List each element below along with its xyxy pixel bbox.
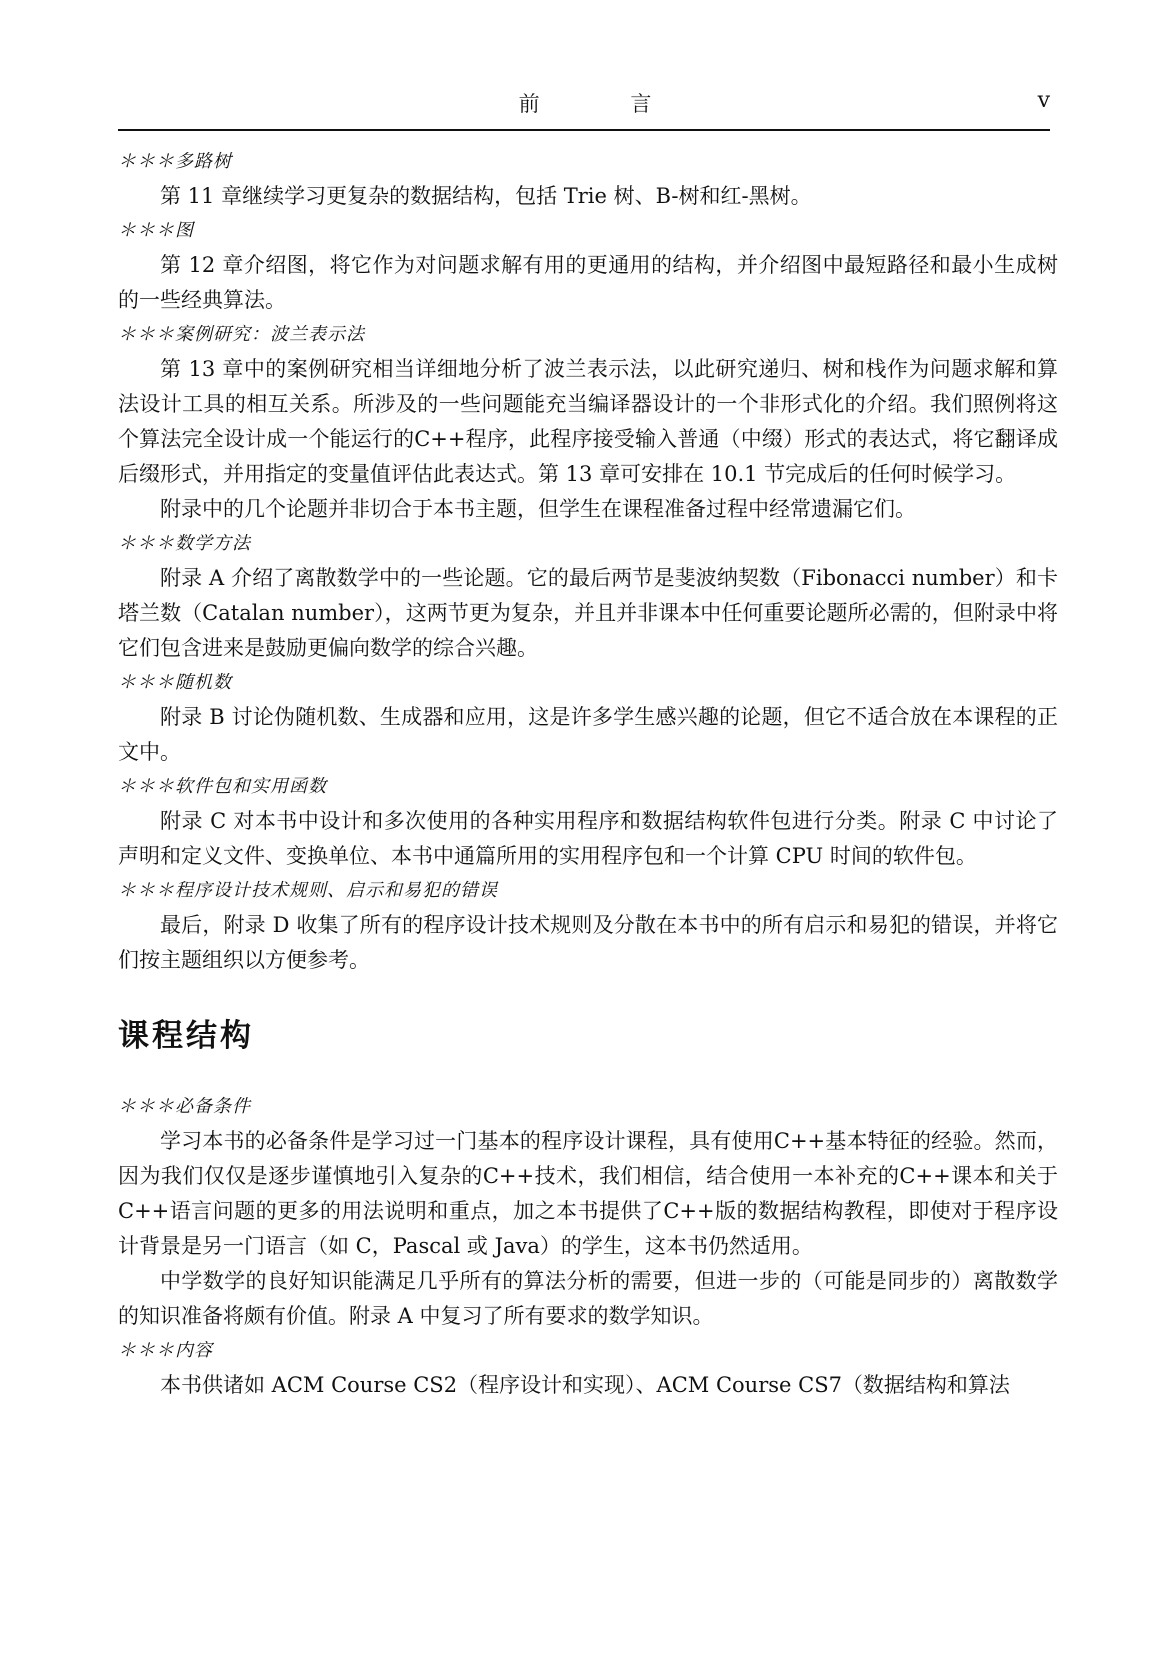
body-paragraph: 中学数学的良好知识能满足几乎所有的算法分析的需要，但进一步的（可能是同步的）离散数学的知识准备将颇有价值。附录 A 中复习了所有要求的数学知识。: [118, 1269, 1058, 1328]
page-number: v: [1037, 88, 1050, 113]
topic-subheading: ＊＊＊软件包和实用函数: [118, 776, 327, 797]
topic-subheading: ＊＊＊内容: [118, 1340, 213, 1361]
topic-subheading: ＊＊＊必备条件: [118, 1096, 251, 1117]
preface-part-descriptions: [118, 145, 1058, 978]
body-paragraph: 第 13 章中的案例研究相当详细地分析了波兰表示法，以此研究递归、树和栈作为问题求解和算法设计工具的相互关系。所涉及的一些问题能充当编译器设计的一个非形式化的介绍。我们照例将这个算法完全设计成一个能运行的C++程序，此程序接受输入普通（中缀）形式的表达式，将它翻译成后缀形式，并用指定的变量值评估此表达式。第 13 章可安排在 10.1 节完成后的任何时候学习。: [118, 357, 1058, 486]
running-head-title: 前 言: [518, 92, 694, 116]
body-paragraph: 附录 B 讨论伪随机数、生成器和应用，这是许多学生感兴趣的论题，但它不适合放在本课程的正文中。: [118, 705, 1058, 764]
course-structure-section: [118, 1090, 1058, 1403]
body-paragraph: 最后，附录 D 收集了所有的程序设计技术规则及分散在本书中的所有启示和易犯的错误，并将它们按主题组织以方便参考。: [118, 913, 1058, 972]
topic-subheading: ＊＊＊图: [118, 220, 194, 241]
topic-subheading: ＊＊＊多路树: [118, 151, 232, 172]
body-paragraph: 附录 C 对本书中设计和多次使用的各种实用程序和数据结构软件包进行分类。附录 C 中讨论了声明和定义文件、变换单位、本书中通篇所用的实用程序包和一个计算 CPU 时间的软件包。: [118, 809, 1058, 868]
body-paragraph: 第 12 章介绍图，将它作为对问题求解有用的更通用的结构，并介绍图中最短路径和最小生成树的一些经典算法。: [118, 253, 1058, 312]
body-paragraph: 附录 A 介绍了离散数学中的一些论题。它的最后两节是斐波纳契数（Fibonacci number）和卡塔兰数（Catalan number），这两节更为复杂，并且并非课本中任何重要论题所必需的，但附录中将它们包含进来是鼓励更偏向数学的综合兴趣。: [118, 566, 1058, 660]
body-paragraph: 本书供诸如 ACM Course CS2（程序设计和实现）、ACM Course CS7（数据结构和算法: [160, 1373, 1010, 1397]
header-rule: [118, 129, 1050, 131]
topic-subheading: ＊＊＊随机数: [118, 672, 232, 693]
topic-subheading: ＊＊＊数学方法: [118, 533, 251, 554]
section-title: 课程结构: [118, 1018, 254, 1054]
topic-subheading: ＊＊＊案例研究：波兰表示法: [118, 324, 365, 345]
body-paragraph: 附录中的几个论题并非切合于本书主题，但学生在课程准备过程中经常遗漏它们。: [160, 497, 916, 521]
body-paragraph: 学习本书的必备条件是学习过一门基本的程序设计课程，具有使用C++基本特征的经验。然而，因为我们仅仅是逐步谨慎地引入复杂的C++技术，我们相信，结合使用一本补充的C++课本和关于C++语言问题的更多的用法说明和重点，加之本书提供了C++版的数据结构教程，即使对于程序设计背景是另一门语言（如 C，Pascal 或 Java）的学生，这本书仍然适用。: [118, 1129, 1058, 1258]
topic-subheading: ＊＊＊程序设计技术规则、启示和易犯的错误: [118, 880, 498, 901]
body-paragraph: 第 11 章继续学习更复杂的数据结构，包括 Trie 树、B-树和红-黑树。: [160, 184, 812, 208]
page-body: [118, 145, 1058, 1403]
running-head: [120, 88, 1050, 122]
